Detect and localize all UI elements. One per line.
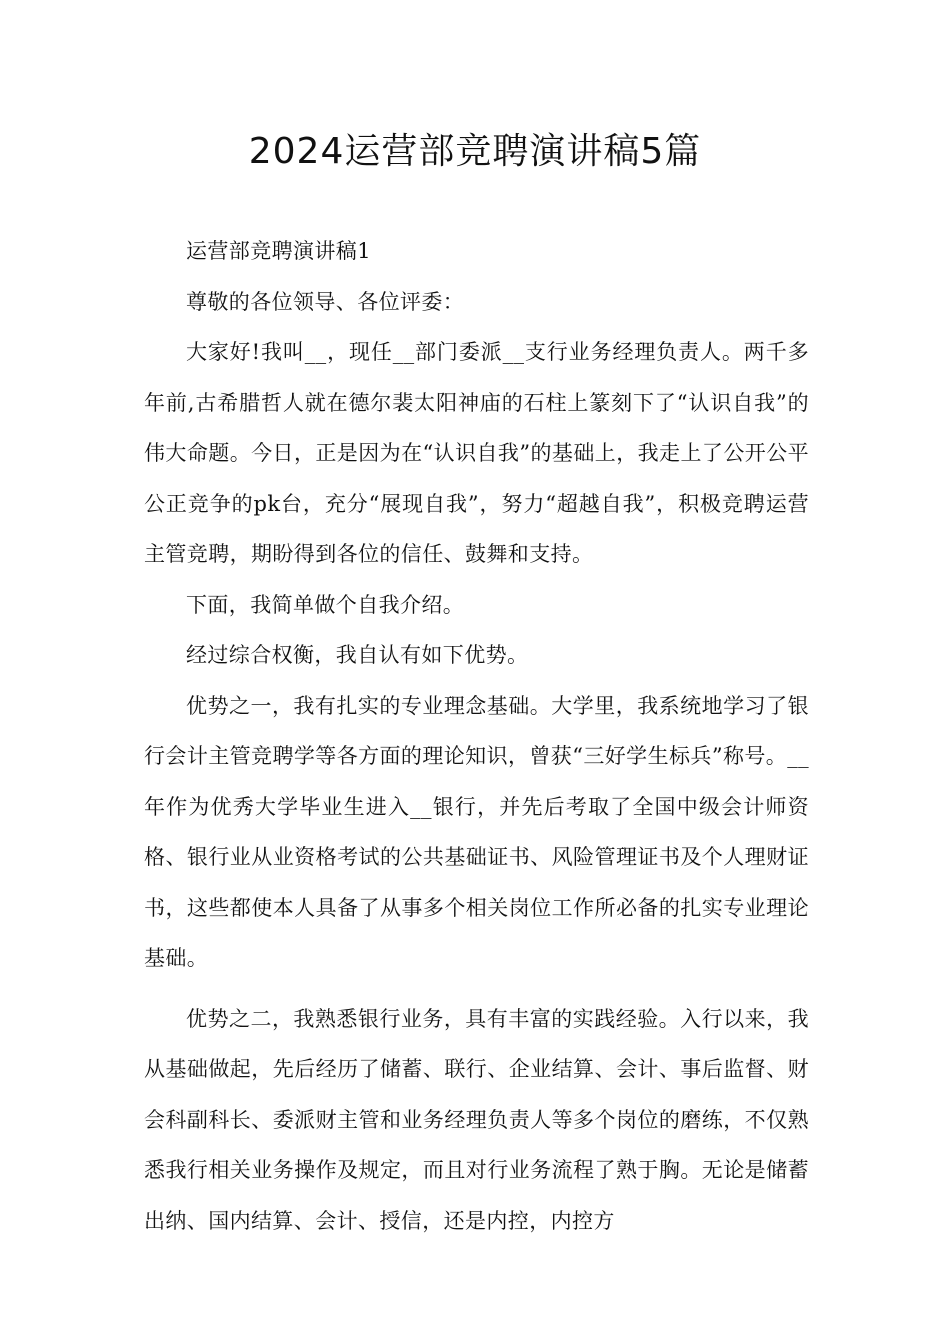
paragraph-advantage-two: 优势之二，我熟悉银行业务，具有丰富的实践经验。入行以来，我从基础做起，先后经历了储蓄、联行、企业结算、会计、事后监督、财会科副科长、委派财主管和业务经理负责人等多个岗位的磨练，不仅熟悉我行相关业务操作及规定，而且对行业务流程了熟于胸。无论是储蓄出纳、国内结算、会计、授信，还是内控，内控方	[144, 1006, 809, 1233]
document-title: 2024运营部竞聘演讲稿5篇	[248, 131, 702, 172]
document-body	[144, 226, 809, 1246]
paragraph-self-intro: 下面，我简单做个自我介绍。	[186, 592, 465, 617]
paragraph-advantages: 经过综合权衡，我自认有如下优势。	[186, 643, 529, 667]
paragraph-subtitle: 运营部竞聘演讲稿1	[186, 239, 371, 263]
paragraph-introduction: 大家好!我叫__，现任__部门委派__支行业务经理负责人。两千多年前,古希腊哲人就在德尔裴太阳神庙的石柱上篆刻下了“认识自我”的伟大命题。今日，正是因为在“认识自我”的基础上，我走上了公开公平公正竞争的pk台，充分“展现自我”，努力“超越自我”，积极竞聘运营主管竞聘，期盼得到各位的信任、鼓舞和支持。	[144, 340, 809, 566]
paragraph-advantage-one: 优势之一，我有扎实的专业理念基础。大学里，我系统地学习了银行会计主管竞聘学等各方面的理论知识，曾获“三好学生标兵”称号。__年作为优秀大学毕业生进入__银行，并先后考取了全国中级会计师资格、银行业从业资格考试的公共基础证书、风险管理证书及个人理财证书，这些都使本人具备了从事多个相关岗位工作所必备的扎实专业理论基础。	[144, 693, 809, 970]
paragraph-salutation: 尊敬的各位领导、各位评委：	[186, 289, 465, 314]
